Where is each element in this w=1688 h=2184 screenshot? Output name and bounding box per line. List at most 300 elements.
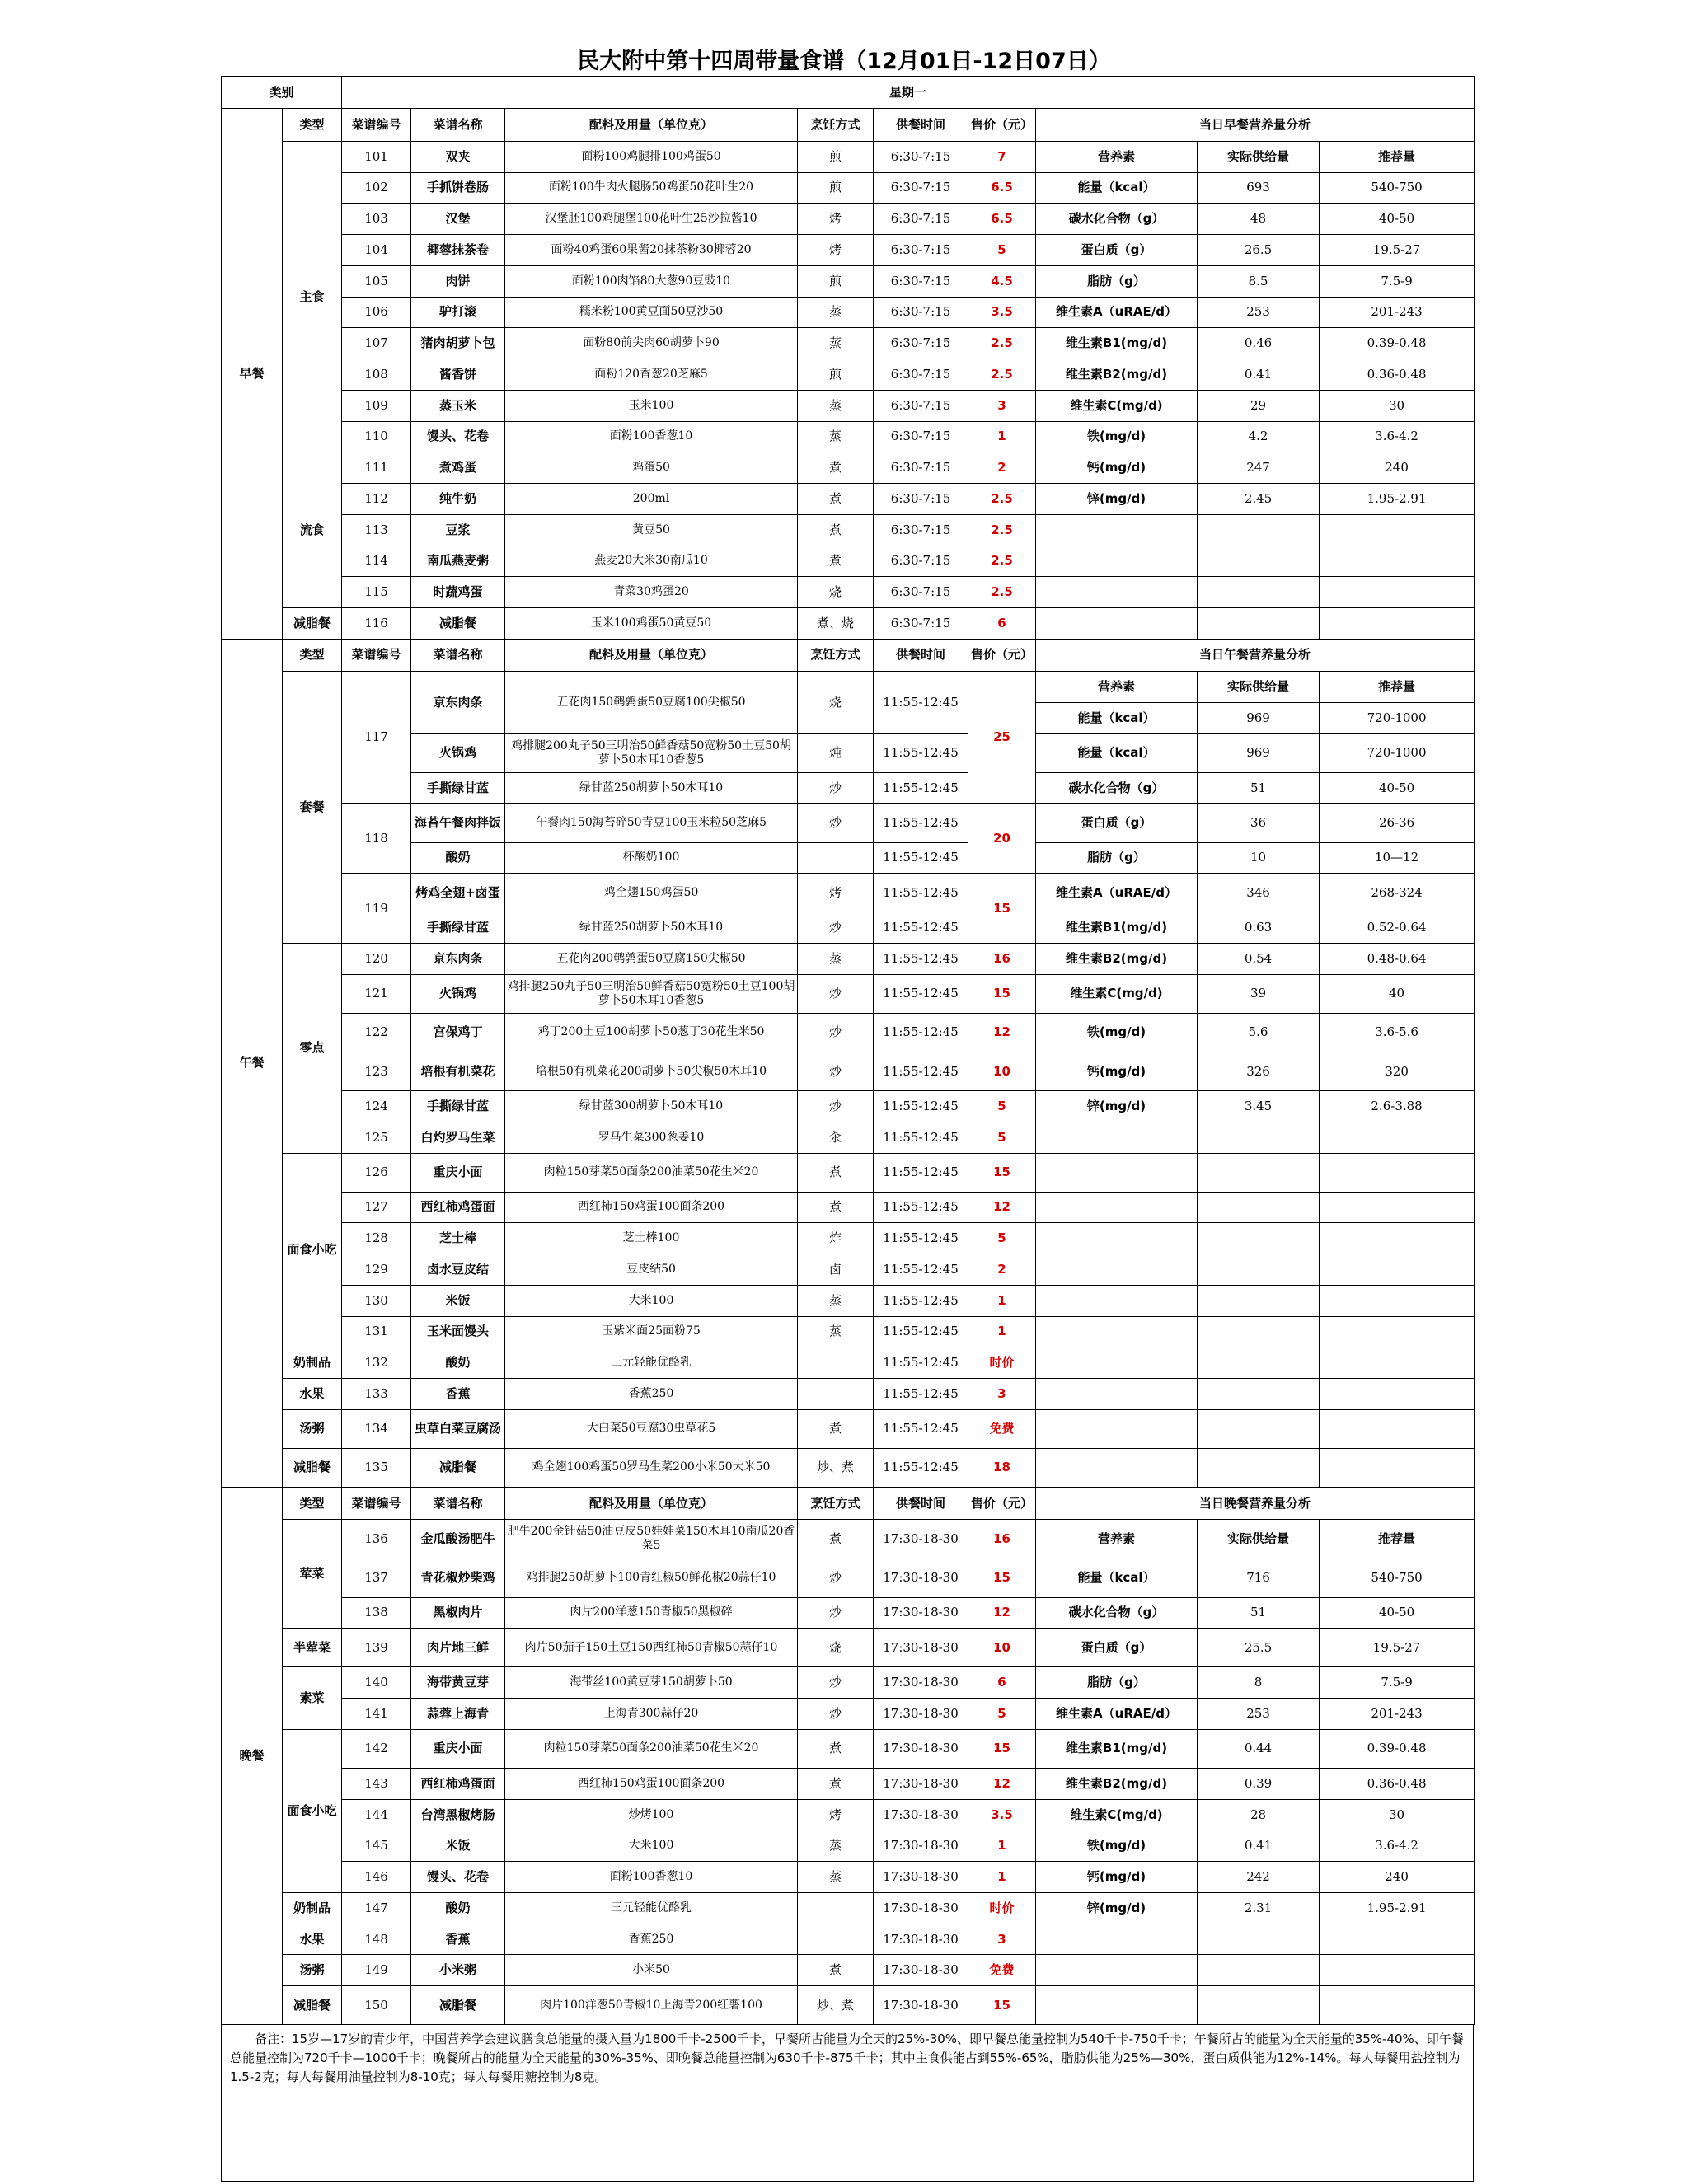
- table-row: [222, 1091, 1475, 1122]
- col-time: 供餐时间: [874, 1487, 968, 1519]
- dish-ingredients: 面粉100牛肉火腿肠50鸡蛋50花叶生20: [505, 172, 798, 204]
- dish-cook-method: 煮: [798, 484, 874, 515]
- dish-code: 107: [342, 328, 411, 359]
- dish-serving-time: 11:55-12:45: [874, 1409, 968, 1448]
- dish-ingredients: 绿甘蓝250胡萝卜50木耳10: [505, 912, 798, 944]
- dish-name: 宫保鸡丁: [411, 1013, 505, 1052]
- nutrient-name: 锌(mg/d): [1036, 1091, 1198, 1122]
- table-row: [222, 1347, 1475, 1379]
- nutrient-actual: 0.54: [1198, 944, 1320, 975]
- empty-cell: [1198, 1347, 1320, 1379]
- nutrient-actual: 29: [1198, 390, 1320, 421]
- nutrient-actual: 969: [1198, 733, 1320, 772]
- dish-name: 豆浆: [411, 514, 505, 546]
- nutrient-recommended: 7.5-9: [1320, 1667, 1475, 1699]
- table-row: [222, 1729, 1475, 1768]
- dish-code: 126: [342, 1153, 411, 1192]
- dish-price: 6.5: [968, 172, 1036, 204]
- table-row: [222, 1667, 1475, 1699]
- dish-ingredients: 小米50: [505, 1955, 798, 1986]
- dish-cook-method: 蒸: [798, 390, 874, 421]
- dish-name: 金瓜酸汤肥牛: [411, 1520, 505, 1558]
- nut-col-item: 营养素: [1036, 141, 1198, 172]
- table-row: [222, 1254, 1475, 1286]
- dish-serving-time: 17:30-18-30: [874, 1986, 968, 2025]
- table-row: [222, 359, 1475, 391]
- dish-name: 汉堡: [411, 204, 505, 235]
- table-row: [222, 514, 1475, 546]
- nutrient-name: 脂肪（g）: [1036, 265, 1198, 297]
- dish-ingredients: 西红柿150鸡蛋100面条200: [505, 1192, 798, 1223]
- dish-ingredients: 五花肉200鹌鹑蛋50豆腐150尖椒50: [505, 944, 798, 975]
- dish-type: 减脂餐: [283, 1448, 342, 1487]
- dish-serving-time: 11:55-12:45: [874, 733, 968, 772]
- table-row: [222, 1768, 1475, 1799]
- table-row: [222, 172, 1475, 204]
- dish-ingredients: 玉米100鸡蛋50黄豆50: [505, 608, 798, 640]
- empty-cell: [1320, 1955, 1475, 1986]
- dish-serving-time: 6:30-7:15: [874, 141, 968, 172]
- dish-name: 肉片地三鲜: [411, 1629, 505, 1667]
- dish-name: 手撕绿甘蓝: [411, 772, 505, 804]
- table-row: [222, 608, 1475, 640]
- nutrient-actual: 8.5: [1198, 265, 1320, 297]
- dish-cook-method: 炒: [798, 1052, 874, 1090]
- dish-ingredients: 糯米粉100黄豆面50豆沙50: [505, 297, 798, 328]
- dish-price: 3: [968, 390, 1036, 421]
- dish-code: 105: [342, 265, 411, 297]
- dish-ingredients: 面粉120香葱20芝麻5: [505, 359, 798, 391]
- set-price: 20: [968, 804, 1036, 874]
- dish-type: 水果: [283, 1379, 342, 1410]
- dish-serving-time: 11:55-12:45: [874, 1052, 968, 1090]
- dish-serving-time: 11:55-12:45: [874, 912, 968, 944]
- dish-price: 7: [968, 141, 1036, 172]
- table-row: [222, 484, 1475, 515]
- nutrient-name: 蛋白质（g）: [1036, 1629, 1198, 1667]
- empty-cell: [1320, 1316, 1475, 1347]
- dish-serving-time: 6:30-7:15: [874, 608, 968, 640]
- dish-ingredients: 肉片50茄子150土豆150西红柿50青椒50蒜仔10: [505, 1629, 798, 1667]
- dish-price: 免费: [968, 1409, 1036, 1448]
- dish-cook-method: [798, 1892, 874, 1924]
- table-row: [222, 204, 1475, 235]
- dish-cook-method: [798, 1347, 874, 1379]
- col-name: 菜谱名称: [411, 1487, 505, 1519]
- dish-ingredients: 大米100: [505, 1285, 798, 1316]
- dish-serving-time: 17:30-18-30: [874, 1799, 968, 1830]
- nutrition-analysis-title: 当日晚餐营养量分析: [1036, 1487, 1475, 1519]
- dish-price: 免费: [968, 1955, 1036, 1986]
- dish-price: 15: [968, 1153, 1036, 1192]
- dish-code: 102: [342, 172, 411, 204]
- dish-serving-time: 11:55-12:45: [874, 1285, 968, 1316]
- table-row: [222, 1892, 1475, 1924]
- dish-price: 4.5: [968, 265, 1036, 297]
- dish-cook-method: 煮: [798, 1729, 874, 1768]
- dish-cook-method: 卤: [798, 1254, 874, 1286]
- nut-col-actual: 实际供给量: [1198, 672, 1320, 703]
- nutrient-name: 铁(mg/d): [1036, 1830, 1198, 1862]
- nutrient-name: 脂肪（g）: [1036, 1667, 1198, 1699]
- dish-type: 汤粥: [283, 1955, 342, 1986]
- dish-name: 香蕉: [411, 1379, 505, 1410]
- dish-serving-time: 17:30-18-30: [874, 1558, 968, 1597]
- meal-label: 午餐: [222, 639, 283, 1487]
- nutrient-actual: 2.31: [1198, 1892, 1320, 1924]
- dish-price: 12: [968, 1013, 1036, 1052]
- empty-cell: [1320, 1448, 1475, 1487]
- dish-cook-method: 煎: [798, 172, 874, 204]
- dish-serving-time: 11:55-12:45: [874, 974, 968, 1013]
- dish-code: 121: [342, 974, 411, 1013]
- dish-ingredients: 燕麦20大米30南瓜10: [505, 546, 798, 577]
- set-code: 118: [342, 804, 411, 874]
- dish-price: 15: [968, 1558, 1036, 1597]
- dish-cook-method: 炒: [798, 1667, 874, 1699]
- dish-type: 水果: [283, 1924, 342, 1955]
- dish-name: 酸奶: [411, 1347, 505, 1379]
- dish-code: 122: [342, 1013, 411, 1052]
- dish-serving-time: 6:30-7:15: [874, 297, 968, 328]
- dish-code: 150: [342, 1986, 411, 2025]
- table-row: [222, 804, 1475, 842]
- nutrient-recommended: 3.6-5.6: [1320, 1013, 1475, 1052]
- dish-name: 馒头、花卷: [411, 1862, 505, 1893]
- dish-name: 火锅鸡: [411, 974, 505, 1013]
- dish-code: 120: [342, 944, 411, 975]
- dish-ingredients: 鸡蛋50: [505, 452, 798, 484]
- table-row: [222, 1955, 1475, 1986]
- table-row: [222, 297, 1475, 328]
- empty-cell: [1036, 1409, 1198, 1448]
- empty-cell: [1036, 1955, 1198, 1986]
- nut-col-actual: 实际供给量: [1198, 1520, 1320, 1558]
- nutrient-actual: 51: [1198, 772, 1320, 804]
- nutrient-actual: 25.5: [1198, 1629, 1320, 1667]
- nutrient-recommended: 0.36-0.48: [1320, 1768, 1475, 1799]
- dish-cook-method: 炒: [798, 804, 874, 842]
- nutrient-name: 维生素B2(mg/d): [1036, 1768, 1198, 1799]
- dish-price: 2.5: [968, 484, 1036, 515]
- dish-cook-method: 煎: [798, 265, 874, 297]
- table-row: [222, 1052, 1475, 1090]
- dish-price: 5: [968, 1699, 1036, 1730]
- dish-name: 黑椒肉片: [411, 1597, 505, 1629]
- dish-type: 荤菜: [283, 1520, 342, 1629]
- dish-name: 手撕绿甘蓝: [411, 912, 505, 944]
- empty-cell: [1320, 1254, 1475, 1286]
- nutrient-recommended: 268-324: [1320, 874, 1475, 912]
- dish-ingredients: 青菜30鸡蛋20: [505, 577, 798, 608]
- dish-cook-method: 蒸: [798, 1830, 874, 1862]
- dish-cook-method: 蒸: [798, 328, 874, 359]
- nutrient-name: 脂肪（g）: [1036, 842, 1198, 874]
- empty-cell: [1198, 1153, 1320, 1192]
- nutrient-name: 钙(mg/d): [1036, 1052, 1198, 1090]
- dish-type: 流食: [283, 452, 342, 608]
- nutrient-recommended: 2.6-3.88: [1320, 1091, 1475, 1122]
- dish-cook-method: 蒸: [798, 1862, 874, 1893]
- empty-cell: [1036, 1986, 1198, 2025]
- dish-price: 2.5: [968, 514, 1036, 546]
- set-code: 119: [342, 874, 411, 944]
- dish-ingredients: 杯酸奶100: [505, 842, 798, 874]
- col-type: 类型: [283, 639, 342, 671]
- dish-code: 133: [342, 1379, 411, 1410]
- nutrient-actual: 5.6: [1198, 1013, 1320, 1052]
- nutrient-recommended: 720-1000: [1320, 702, 1475, 733]
- dish-name: 手撕绿甘蓝: [411, 1091, 505, 1122]
- dish-price: 6: [968, 608, 1036, 640]
- dish-name: 京东肉条: [411, 672, 505, 734]
- dish-serving-time: 11:55-12:45: [874, 842, 968, 874]
- dish-code: 143: [342, 1768, 411, 1799]
- empty-cell: [1036, 1153, 1198, 1192]
- nutrient-name: 铁(mg/d): [1036, 1013, 1198, 1052]
- table-row: [222, 1699, 1475, 1730]
- dish-serving-time: 11:55-12:45: [874, 804, 968, 842]
- dish-name: 米饭: [411, 1830, 505, 1862]
- dish-cook-method: 煮: [798, 546, 874, 577]
- dish-code: 147: [342, 1892, 411, 1924]
- dish-type: 面食小吃: [283, 1729, 342, 1892]
- col-cook: 烹饪方式: [798, 109, 874, 141]
- dish-serving-time: 6:30-7:15: [874, 265, 968, 297]
- dish-name: 蒸玉米: [411, 390, 505, 421]
- dish-code: 114: [342, 546, 411, 577]
- dish-ingredients: 炒烤100: [505, 1799, 798, 1830]
- dish-serving-time: 11:55-12:45: [874, 1153, 968, 1192]
- dish-name: 煮鸡蛋: [411, 452, 505, 484]
- dish-code: 123: [342, 1052, 411, 1090]
- dish-price: 5: [968, 235, 1036, 266]
- empty-cell: [1036, 1316, 1198, 1347]
- dish-cook-method: 煮: [798, 1520, 874, 1558]
- table-row: [222, 1122, 1475, 1153]
- nutrient-actual: 3.45: [1198, 1091, 1320, 1122]
- dish-cook-method: 炒、煮: [798, 1986, 874, 2025]
- table-row: [222, 577, 1475, 608]
- dish-code: 144: [342, 1799, 411, 1830]
- dish-code: 110: [342, 421, 411, 452]
- dish-price: 15: [968, 974, 1036, 1013]
- col-price: 售价（元）: [968, 639, 1036, 671]
- dish-price: 10: [968, 1052, 1036, 1090]
- dish-cook-method: 烤: [798, 1799, 874, 1830]
- nutrient-recommended: 540-750: [1320, 172, 1475, 204]
- table-row: [222, 1379, 1475, 1410]
- dish-cook-method: 烤: [798, 235, 874, 266]
- dish-ingredients: 绿甘蓝250胡萝卜50木耳10: [505, 772, 798, 804]
- page-title: 民大附中第十四周带量食谱（12月01日-12日07日）: [577, 49, 1111, 74]
- col-time: 供餐时间: [874, 639, 968, 671]
- dish-name: 减脂餐: [411, 1448, 505, 1487]
- table-row: [222, 1520, 1475, 1558]
- nutrient-recommended: 40-50: [1320, 1597, 1475, 1629]
- dish-code: 149: [342, 1955, 411, 1986]
- table-row: [222, 1986, 1475, 2025]
- dish-name: 减脂餐: [411, 608, 505, 640]
- dish-ingredients: 三元轻能优酪乳: [505, 1347, 798, 1379]
- dish-cook-method: 炒: [798, 912, 874, 944]
- nut-col-recommended: 推荐量: [1320, 672, 1475, 703]
- dish-type: 套餐: [283, 672, 342, 944]
- dish-name: 重庆小面: [411, 1729, 505, 1768]
- nutrient-actual: 4.2: [1198, 421, 1320, 452]
- nutrient-recommended: 1.95-2.91: [1320, 1892, 1475, 1924]
- empty-cell: [1320, 1122, 1475, 1153]
- dish-cook-method: 蒸: [798, 1316, 874, 1347]
- dish-cook-method: 蒸: [798, 297, 874, 328]
- col-price: 售价（元）: [968, 109, 1036, 141]
- nutrient-actual: 36: [1198, 804, 1320, 842]
- empty-cell: [1320, 1192, 1475, 1223]
- dish-name: 西红柿鸡蛋面: [411, 1768, 505, 1799]
- table-row: [222, 265, 1475, 297]
- empty-cell: [1320, 1409, 1475, 1448]
- empty-cell: [1198, 1122, 1320, 1153]
- dish-code: 138: [342, 1597, 411, 1629]
- dish-type: 主食: [283, 141, 342, 452]
- nutrient-actual: 693: [1198, 172, 1320, 204]
- dish-cook-method: 煮: [798, 1768, 874, 1799]
- empty-cell: [1198, 1924, 1320, 1955]
- dish-price: 15: [968, 1729, 1036, 1768]
- table-row: [222, 639, 1475, 671]
- dish-code: 116: [342, 608, 411, 640]
- empty-cell: [1036, 1122, 1198, 1153]
- dish-ingredients: 面粉100香葱10: [505, 1862, 798, 1893]
- dish-name: 馒头、花卷: [411, 421, 505, 452]
- dish-code: 111: [342, 452, 411, 484]
- dish-ingredients: 面粉100肉馅80大葱90豆豉10: [505, 265, 798, 297]
- nutrition-analysis-title: 当日午餐营养量分析: [1036, 639, 1475, 671]
- dish-cook-method: 煮: [798, 514, 874, 546]
- nutrient-actual: 51: [1198, 1597, 1320, 1629]
- dish-serving-time: 11:55-12:45: [874, 1223, 968, 1254]
- dish-name: 纯牛奶: [411, 484, 505, 515]
- dish-price: 时价: [968, 1347, 1036, 1379]
- nutrient-name: 维生素A（uRAE/d）: [1036, 874, 1198, 912]
- dish-type: 奶制品: [283, 1892, 342, 1924]
- dish-cook-method: 煮: [798, 452, 874, 484]
- table-row: [222, 1013, 1475, 1052]
- dish-price: 2: [968, 1254, 1036, 1286]
- dish-serving-time: 11:55-12:45: [874, 1254, 968, 1286]
- dish-serving-time: 17:30-18-30: [874, 1768, 968, 1799]
- col-name: 菜谱名称: [411, 639, 505, 671]
- dish-price: 时价: [968, 1892, 1036, 1924]
- dish-price: 16: [968, 1520, 1036, 1558]
- table-row: [222, 1487, 1475, 1519]
- dish-name: 香蕉: [411, 1924, 505, 1955]
- nutrient-name: 维生素B2(mg/d): [1036, 944, 1198, 975]
- nutrient-name: 维生素C(mg/d): [1036, 1799, 1198, 1830]
- dish-type: 面食小吃: [283, 1153, 342, 1347]
- col-type: 类型: [283, 109, 342, 141]
- dish-type: 减脂餐: [283, 1986, 342, 2025]
- dish-cook-method: 蒸: [798, 944, 874, 975]
- empty-cell: [1320, 1285, 1475, 1316]
- table-row: [222, 141, 1475, 172]
- nutrient-name: 维生素B2(mg/d): [1036, 359, 1198, 391]
- dish-serving-time: 11:55-12:45: [874, 1013, 968, 1052]
- dish-name: 椰蓉抹茶卷: [411, 235, 505, 266]
- empty-cell: [1036, 1223, 1198, 1254]
- dish-cook-method: 炒: [798, 1597, 874, 1629]
- dish-serving-time: 6:30-7:15: [874, 328, 968, 359]
- dish-ingredients: 芝士棒100: [505, 1223, 798, 1254]
- dish-serving-time: 6:30-7:15: [874, 204, 968, 235]
- col-code: 菜谱编号: [342, 1487, 411, 1519]
- table-row: [222, 1799, 1475, 1830]
- empty-cell: [1198, 1285, 1320, 1316]
- nutrient-name: 维生素B1(mg/d): [1036, 328, 1198, 359]
- nutrient-name: 维生素B1(mg/d): [1036, 912, 1198, 944]
- nutrient-name: 碳水化合物（g）: [1036, 1597, 1198, 1629]
- dish-serving-time: 6:30-7:15: [874, 235, 968, 266]
- footnote: 备注：15岁—17岁的青少年，中国营养学会建议膳食总能量的摄入量为1800千卡-2500千卡，早餐所占能量为全天的25%-30%、即早餐总能量控制为540千卡-750千卡；午餐所占的能量为全天能量的35%-40%、即午餐总能量控制为720千卡—1000千卡；晚餐所占的能量为全天能量的30%-35%、即晚餐总能量控制为630千卡-875千卡；其中主食供能占到55%-65%，脂肪供能为25%—30%，蛋白质供能为12%-14%。每人每餐用盐控制为1.5-2克；每人每餐用油量控制为8-10克；每人每餐用糖控制为8克。: [221, 2025, 1474, 2182]
- dish-price: 15: [968, 1986, 1036, 2025]
- nutrient-recommended: 26-36: [1320, 804, 1475, 842]
- table-row: [222, 1924, 1475, 1955]
- empty-cell: [1320, 1379, 1475, 1410]
- nutrient-name: 蛋白质（g）: [1036, 235, 1198, 266]
- dish-price: 1: [968, 1830, 1036, 1862]
- empty-cell: [1320, 1924, 1475, 1955]
- empty-cell: [1198, 608, 1320, 640]
- dish-cook-method: 炒: [798, 1013, 874, 1052]
- dish-name: 双夹: [411, 141, 505, 172]
- dish-serving-time: 11:55-12:45: [874, 1316, 968, 1347]
- nutrient-actual: 10: [1198, 842, 1320, 874]
- dish-price: 3: [968, 1924, 1036, 1955]
- nutrient-recommended: 720-1000: [1320, 733, 1475, 772]
- dish-ingredients: 海带丝100黄豆芽150胡萝卜50: [505, 1667, 798, 1699]
- nutrient-recommended: 240: [1320, 452, 1475, 484]
- nutrient-recommended: 201-243: [1320, 1699, 1475, 1730]
- table-row: [222, 974, 1475, 1013]
- dish-serving-time: 11:55-12:45: [874, 1448, 968, 1487]
- col-ingredients: 配料及用量（单位克）: [505, 109, 798, 141]
- dish-serving-time: 17:30-18-30: [874, 1729, 968, 1768]
- nut-col-recommended: 推荐量: [1320, 141, 1475, 172]
- dish-ingredients: 鸡全翅150鸡蛋50: [505, 874, 798, 912]
- table-row: [222, 1558, 1475, 1597]
- weekday-header: 星期一: [342, 77, 1475, 109]
- nutrient-name: 碳水化合物（g）: [1036, 772, 1198, 804]
- dish-code: 129: [342, 1254, 411, 1286]
- table-row: [222, 1448, 1475, 1487]
- nutrient-actual: 28: [1198, 1799, 1320, 1830]
- nutrient-name: 锌(mg/d): [1036, 1892, 1198, 1924]
- dish-name: 肉饼: [411, 265, 505, 297]
- empty-cell: [1320, 514, 1475, 546]
- dish-price: 3.5: [968, 297, 1036, 328]
- dish-code: 137: [342, 1558, 411, 1597]
- dish-ingredients: 鸡全翅100鸡蛋50罗马生菜200小米50大米50: [505, 1448, 798, 1487]
- nutrient-recommended: 0.39-0.48: [1320, 328, 1475, 359]
- dish-type: 奶制品: [283, 1347, 342, 1379]
- nutrient-actual: 39: [1198, 974, 1320, 1013]
- nutrient-recommended: 30: [1320, 1799, 1475, 1830]
- nutrient-actual: 326: [1198, 1052, 1320, 1090]
- dish-price: 10: [968, 1629, 1036, 1667]
- col-time: 供餐时间: [874, 109, 968, 141]
- dish-cook-method: 煮: [798, 1153, 874, 1192]
- empty-cell: [1036, 1924, 1198, 1955]
